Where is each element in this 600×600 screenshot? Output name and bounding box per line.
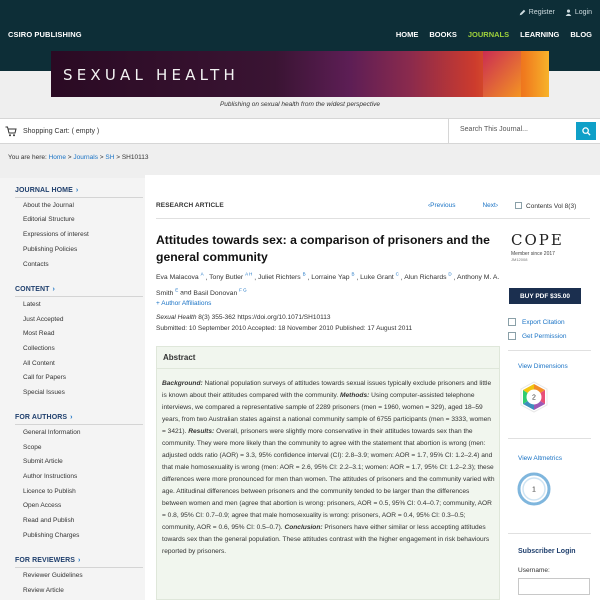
username-input[interactable] [518,578,590,595]
sidebar-section-for-authors[interactable]: FOR AUTHORS › [15,414,73,421]
sidebar-item-most-read[interactable]: Most Read [23,330,55,337]
sidebar-item-collections[interactable]: Collections [23,345,55,352]
breadcrumb: You are here: Home > Journals > SH > SH10113 [8,154,149,161]
dimensions-badge[interactable] [517,380,551,414]
author-link[interactable]: Lorraine Yap $^B$ [311,272,355,282]
sidebar-item-open-access[interactable]: Open Access [23,502,62,509]
author-link[interactable]: Basil Donovan $^{F G}$ [193,287,247,297]
search-icon [582,127,591,136]
shopping-cart[interactable] [5,126,99,137]
author-link[interactable]: Anthony M. A. Smith $^E$ [156,274,500,297]
chevron-right-icon: › [70,414,73,421]
svg-text:1: 1 [532,486,536,494]
main-nav [396,30,592,39]
author-affiliations-toggle[interactable]: + Author Affiliations [156,300,212,307]
author-link[interactable]: Juliet Richters $^B$ [258,272,306,282]
crumb-current: SH10113 [121,154,149,161]
breadcrumb-bar [0,144,600,175]
sidebar-item-publishing-charges[interactable]: Publishing Charges [23,532,80,539]
journal-banner[interactable] [51,51,549,97]
sidebar-item-expressions-of-interest[interactable]: Expressions of interest [23,231,89,238]
export-citation-link[interactable]: Export Citation [508,318,565,326]
sidebar-item-read-and-publish[interactable]: Read and Publish [23,517,75,524]
author-list: Eva Malacova $^A$ , Tony Butler $^{A H}$ , Juliet Richters $^B$ , Lorraine Yap $^B$ , Luke Grant $^C$ , Alun Richards $^D$ , Anthony M. A. Smith $^E$ and Basil Donovan $^{F G}$ [156,272,500,297]
sidebar-item-licence-to-publish[interactable]: Licence to Publish [23,488,76,495]
chevron-left-icon: ‹ [428,202,431,209]
search-input[interactable]: Search This Journal... [460,126,528,133]
sidebar-item-scope[interactable]: Scope [23,444,42,451]
sidebar [0,175,145,600]
account-links [519,9,592,16]
cart-search-bar [0,118,600,144]
sidebar-item-latest[interactable]: Latest [23,301,41,308]
next-link[interactable]: Next› [482,202,499,209]
buy-pdf-button[interactable]: BUY PDF $35.00 [509,288,581,304]
journal-reference: Sexual Health 8(3) 355-362 https://doi.org/10.1071/SH10113 [156,314,331,321]
article-type: RESEARCH ARTICLE [156,202,224,209]
sidebar-section-journal-home[interactable]: JOURNAL HOME › [15,187,78,194]
search-button[interactable] [576,122,596,140]
abstract-panel [156,346,500,600]
sidebar-item-submit-article[interactable]: Submit Article [23,458,63,465]
nav-books[interactable]: BOOKS [429,30,457,39]
nav-journals[interactable]: JOURNALS [467,30,510,39]
article-meta [156,312,412,334]
journal-search [448,119,600,143]
get-permission-link[interactable]: Get Permission [508,332,566,340]
journal-title: SEXUAL HEALTH [63,66,239,84]
article-nav [428,202,576,210]
nav-learning[interactable]: LEARNING [520,30,560,39]
sidebar-item-contacts[interactable]: Contacts [23,261,49,268]
sidebar-item-general-information[interactable]: General Information [23,429,81,436]
sidebar-item-publishing-policies[interactable]: Publishing Policies [23,246,78,253]
chevron-right-icon: › [75,187,79,194]
cart-label: Shopping Cart: ( empty ) [23,128,100,135]
view-altmetrics-title[interactable]: View Altmetrics [518,455,562,462]
crumb-journals[interactable]: Journals [73,154,98,161]
svg-text:2: 2 [532,394,536,402]
sidebar-section-for-reviewers[interactable]: FOR REVIEWERS › [15,557,80,564]
cope-logo[interactable]: COPE Member since 2017 JM12008 [511,231,564,262]
subscriber-login-heading: Subscriber Login [518,548,576,555]
banner-decoration [483,51,521,97]
sidebar-section-content[interactable]: CONTENT › [15,286,55,293]
author-link[interactable]: Luke Grant $^C$ [360,272,399,282]
sidebar-item-author-instructions[interactable]: Author Instructions [23,473,78,480]
register-link[interactable]: Register [519,9,555,16]
previous-link[interactable]: ‹Previous [428,202,456,209]
nav-blog[interactable]: BLOG [570,30,592,39]
sidebar-item-review-article[interactable]: Review Article [23,587,64,594]
journal-tagline: Publishing on sexual health from the widest perspective [219,101,381,108]
chevron-right-icon: › [52,286,55,293]
cart-icon [5,126,17,137]
export-icon [508,318,516,326]
login-link[interactable]: Login [565,9,592,16]
chevron-right-icon: › [495,202,499,209]
author-link[interactable]: Alun Richards $^D$ [404,272,452,282]
crumb-home[interactable]: Home [48,154,66,161]
author-link[interactable]: Tony Butler $^{A H}$ [209,272,253,282]
brand-logo[interactable]: CSIRO PUBLISHING [8,30,82,39]
altmetric-badge[interactable] [517,472,551,506]
pencil-icon [519,9,526,16]
username-label: Username: [518,567,550,574]
contents-link[interactable]: Contents Vol 8(3) [515,202,576,210]
contents-icon [515,202,522,209]
sidebar-item-reviewer-guidelines[interactable]: Reviewer Guidelines [23,572,83,579]
sidebar-item-special-issues[interactable]: Special Issues [23,389,65,396]
abstract-heading: Abstract [163,353,196,362]
author-link[interactable]: Eva Malacova $^A$ [156,272,204,282]
nav-home[interactable]: HOME [395,30,419,39]
sidebar-item-editorial-structure[interactable]: Editorial Structure [23,216,75,223]
permission-icon [508,332,516,340]
crumb-sh[interactable]: SH [105,154,115,161]
sidebar-item-about[interactable]: About the Journal [23,202,74,209]
abstract-text: Background: National population surveys of attitudes towards sexual issues typically exclude prisoners and little is known about their attitudes compared with the community. Methods: Using computer-assisted telephone interviews, we compared a representative sample of 2289 prisoners (men = 1960, women = 329), aged 18–59 years, from two Australian states against a national community sample of 6755 participants (men = 3333, women = 3421). Results: Overall, prisoners were slightly more conservative in their attitudes towards sex than the community. They were more likely than the community to agree with the statement that abortion is wrong (men: adjusted odds ratio (AOR) = 3.3, 95% confidence interval (CI): 2.8–3.9; women: AOR = 1.7, 95% CI: 1.2–2.4) and that male homosexuality is wrong (men: AOR = 2.6, 95% CI: 2.2–3.1; women: AOR = 1.7, 95% CI: 1.2–2.3); these differences were more pronounced for men than women. The attitudes of prisoners and the community varied with age. Attitudinal differences between prisoners and the community tended to be larger than the differences between women and men (agree that abortion is wrong: prisoners, AOR = 0.5, 95% CI: 0.4–0.7; community, AOR = 0.8, 95% CI: 0.7–0.9; agree that male homosexuality is wrong: prisoners, AOR = 0.4, 95% CI: 0.3–0.5; community, AOR = 0.6, 95% CI: 0.5–0.7). Conclusion: Prisoners have either similar or less accepting attitudes towards sex than the general population. These attitudes contrast with the higher engagement in risk behaviours reported by prisoners. [162,380,495,555]
view-dimensions-title[interactable]: View Dimensions [518,363,568,370]
chevron-right-icon: › [78,557,81,564]
sidebar-item-just-accepted[interactable]: Just Accepted [23,316,64,323]
user-icon [565,9,572,16]
sidebar-item-all-content[interactable]: All Content [23,360,55,367]
article-dates: Submitted: 10 September 2010 Accepted: 18 November 2010 Published: 17 August 2011 [156,325,413,332]
article-title: Attitudes towards sex: a comparison of prisoners and the general community [156,233,490,264]
sidebar-item-call-for-papers[interactable]: Call for Papers [23,374,66,381]
